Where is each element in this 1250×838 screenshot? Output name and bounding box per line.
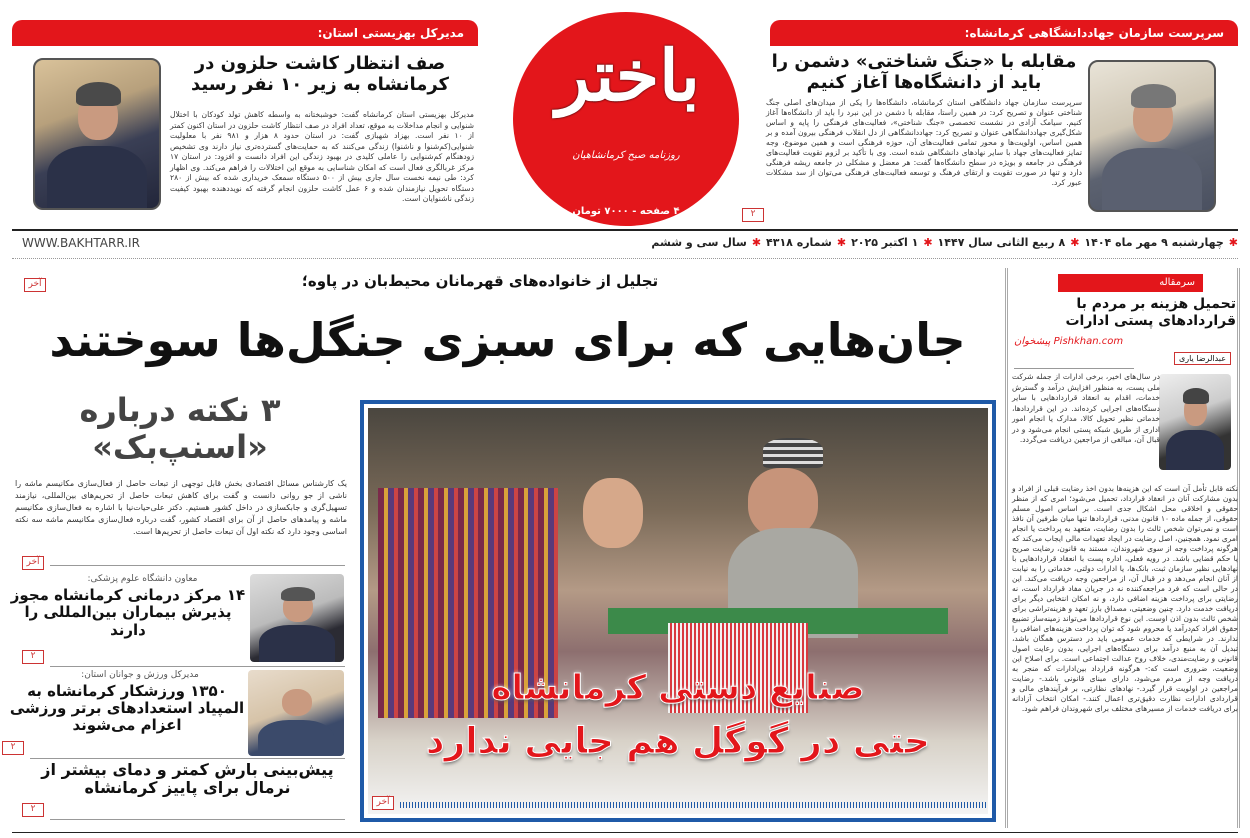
author-photo [1159, 374, 1231, 470]
official-photo [1088, 60, 1216, 212]
editorial-body: نکته قابل تأمل آن است که این هزینه‌ها بدون اخذ رضایت قبلی از افراد و بدون مشارکت آنان در انعقاد قرارداد، تحمیل می‌شود؛ امری که از منظر حقوقی و اخلاقی محل اشکال جدی است. بر اساس اصول مسلم حقوقی، از جمله ماده ۱۰ قانون مدنی، قراردادها تنها میان طرفین آن نافذ است و نمی‌توان شخص ثالث را بدون رضایت، متعهد به پرداخت یا انجام امری نمود. همچنین، اصل رضایت در ایجاد تعهدات مالی ایجاب می‌کند که هرگونه پرداخت وجه از سوی شهروندان، مستند به قانون، رضایت صریح یا حکم قضایی باشد. در رویه فعلی، اداره پست با انعقاد قراردادهایی با نهادهایی نظیر سازمان ثبت، بانک‌ها، یا ادارات دولتی، خدماتی را به نیابت از آنان انجام می‌دهد و در قبال آن، از مراجعین وجه دریافت می‌کند. این در حالی است که فرد مراجعه‌کننده نه در جریان مفاد قرارداد است، نه رضایتی برای پرداخت هزینه اضافی دارد، و نه امکان انتخابی دیگر برای دریافت خدمت دارد. چنین وضعیتی، مصداق بارز تعهد و هزینه‌تراشی برای شخص ثالث بدون اذن اوست. این نوع قراردادها می‌تواند زمینه‌ساز تضییع حقوق افراد کم‌درآمد یا محروم شود که توان پرداخت هزینه‌های اضافی را ندارند. در شرایطی که خدمات عمومی باید در دسترس همگان باشد، تبدیل آن به منبع درآمد برای دستگاه‌های اجرایی، بدون رعایت اصول قانونی و رضایت‌مندی، خلاف روح عدالت اجتماعی است. برای اصلاح این وضعیت، ضروری است که:- هرگونه قرارداد بین‌ادارات که منجر به دریافت وجه از مردم می‌شود، دارای مبنای قانونی باشد.- رضایت مراجعین در اولویت قرار گیرد.- نهادهای نظارتی، بر فرآیندهای مالی و قراردادی ادارات نظارت دقیق‌تری اعمال کنند.- امکان انتخاب آزادانه برای دریافت خدمات از مسیرهای مختلف برای شهروندان فراهم شود. [1012, 484, 1238, 713]
page-ref-link[interactable]: آخر [24, 278, 46, 292]
page-ref-link[interactable]: ۲ [22, 650, 44, 664]
top-right-body: سرپرست سازمان جهاد دانشگاهی استان کرمانشاه، دانشگاه‌ها را یکی از میدان‌های اصلی جنگ شناختی عنوان و تصریح کرد: در همین راستا، مقابله با دشمن در این نبرد را باید از دانشگاه‌ها آغاز کنیم. سیامک آزادی در نشست تخصصی «جنگ شناختی»، فعالیت‌های فرهنگی را پایه و اساس شکل‌گیری جهاددانشگاهی عنوان و تصریح کرد: جهاددانشگاهی از دل انقلاب فرهنگی بیرون آمده و بر همین اساس، اولویت‌ها و محور تمامی فعالیت‌های آن، حوزه فرهنگی است و همین موضوع، وجه تمایز فعالیت‌های جهاد با سایر نهادهای دانشگاهی شده است. وی با تأکید بر لزوم تقویت فعالیت‌های فرهنگی در جامعه و بویژه در سطح دانشگاه‌ها گفت: هر معضل و مشکلی در جامعه ریشه فرهنگی دارد و تنها در صورت تقویت و ارتقای فرهنگ و توسعه فعالیت‌های فرهنگی می‌توان از سد مشکلات عبور کرد. [766, 98, 1082, 187]
lead-headline: جان‌هایی که برای سبزی جنگل‌ها سوختند [49, 313, 966, 367]
brief-kicker: معاون دانشگاه علوم پزشکی: [87, 574, 198, 584]
top-right-headline: مقابله با «جنگ شناختی» دشمن را باید از دانشگاه‌ها آغاز کنیم [771, 51, 1077, 93]
editorial-author: عبدالرضا یاری [1174, 352, 1231, 365]
weaving-photo [368, 408, 988, 814]
snapback-headline [15, 392, 345, 466]
editorial-label: سرمقاله [1058, 274, 1203, 292]
lead-kicker: تجلیل از خانواده‌های قهرمانان محیط‌بان در پاوه؛ [301, 272, 659, 290]
issue-number: شماره ۴۳۱۸ [766, 236, 832, 249]
website-link[interactable]: WWW.BAKHTARR.IR [22, 236, 140, 250]
official-photo [33, 58, 161, 210]
photo-story [360, 400, 996, 822]
snapback-headline-line2: «اسنپ‌بک» [92, 427, 268, 466]
date-persian: چهارشنبه ۹ مهر ماه ۱۴۰۴ [1084, 236, 1224, 249]
official-photo [250, 574, 344, 662]
brief-kicker: مدیرکل ورزش و جوانان استان: [81, 670, 199, 680]
page-ref-link[interactable]: ۲ [22, 803, 44, 817]
top-left-headline: صف انتظار کاشت حلزون در کرمانشاه به زیر ۱۰ نفر رسید [190, 53, 450, 95]
brief-headline: ۱۴ مرکز درمانی کرمانشاه مجوز پذیرش بیماران بین‌المللی را دارند [10, 586, 246, 639]
price-label: ۴ صفحه - ۷۰۰۰ تومان [572, 206, 680, 217]
snapback-body: یک کارشناس مسائل اقتصادی بخش قابل توجهی از تبعات حاصل از فعال‌سازی مکانیسم ماشه را ناشی از جو روانی دانست و گفت برای کاهش تبعات حاصل از تحریم‌های بین‌المللی، نیازمند تسهیل‌گری و جابکسازی در داخل کشور هستیم. دکتر علی‌حیات‌نیا با اشاره به فعال‌سازی مکانیسم ماشه و پیامدهای حاصل از آن برای اقتصاد کشور، گفت درباره فعال‌سازی مکانیسم ماشه سه نکته اساسی وجود دارد که نکته اول آن تبعات حاصل از تحریم‌ها است. [15, 479, 347, 536]
page-ref-link[interactable]: ۲ [2, 741, 24, 755]
page-ref-link[interactable]: آخر [372, 796, 394, 810]
watermark: پیشخوان Pishkhan.com [1014, 336, 1124, 347]
top-left-body: مدیرکل بهزیستی استان کرمانشاه گفت: خوشبختانه به واسطه کاهش تولد کودکان با اختلال شنوایی و انجام مداخلات به موقع، تعداد افراد در صف انتظار کاشت حلزون در استان اکنون کمتر از ۱۰ نفر است. بهزاد شهبازی گفت: در استان حدود ۸ هزار و ۹۸۱ نفر با معلولیت شنوایی(کم‌شنوا و ناشنوا) زندگی می‌کنند که به حمایت‌های گسترده‌تری نیاز دارند وی تشخیص زودهنگام کم‌شنوایی را عاملی کلیدی در بهبود زندگی این افراد دانست و افزود: در استان ۱۷ مرکز غربالگری فعال است که امکان شناسایی به موقع این اختلالات را فراهم می‌کند. وی اظهار کرد: طی نیمه نخست سال جاری بیش از ۵۰۰ دستگاه سمعک خریداری شده که بیش از ۲۸۰ دستگاه تحویل نیازمندان شده و ۶ عمل کاشت حلزون انجام گرفته که نویددهنده بهبود کیفیت زندگی ناشنوایان است. [170, 110, 474, 203]
editorial-headline: تحمیل هزینه بر مردم با قراردادهای پستی ادارات [1065, 296, 1236, 329]
page-ref-link[interactable]: آخر [22, 556, 44, 570]
official-photo [248, 670, 344, 756]
brief-headline: ۱۳۵۰ ورزشکار کرمانشاه به المپیاد استعدادهای برتر ورزشی اعزام می‌شوند [9, 682, 245, 734]
editorial-column [1005, 268, 1240, 828]
editorial-body-intro: در سال‌های اخیر، برخی ادارات از جمله شرکت ملی پست، به منظور افزایش درآمد و گسترش خدمات، اقدام به انعقاد قراردادهایی با سایر دستگاه‌های اجرایی کرده‌اند. در این قراردادها، خدماتی نظیر تحویل کالا، مدارک یا انجام امور اداری از طریق شبکه پستی انجام می‌شود و در قبال آن، مبالغی از مراجعین دریافت می‌گردد. [1012, 372, 1160, 444]
logo-tagline: روزنامه صبح کرمانشاهیان [572, 150, 680, 161]
snapback-headline-line1: ۳ نکته درباره [79, 391, 281, 429]
date-hijri: ۸ ربیع الثانی سال ۱۴۴۷ [937, 236, 1066, 249]
photo-headline-1: صنایع دستی کرمانشاه [491, 668, 865, 708]
brief-headline: پیش‌بینی بارش کمتر و دمای بیشتر از نرمال برای پاییز کرمانشاه [41, 760, 334, 797]
dateline: ✱ چهارشنبه ۹ مهر ماه ۱۴۰۴ ✱ ۸ ربیع الثانی سال ۱۴۴۷ ✱ ۱ اکتبر ۲۰۲۵ ✱ شماره ۴۳۱۸ ✱ سال سی و ششم [651, 236, 1238, 249]
masthead-logo [513, 12, 739, 226]
logo-wordmark: باختر [556, 34, 700, 117]
volume-year: سال سی و ششم [651, 236, 747, 249]
top-left-kicker: مدیرکل بهزیستی استان: [12, 20, 478, 46]
top-right-kicker: سرپرست سازمان جهاددانشگاهی کرمانشاه: [770, 20, 1238, 46]
date-gregorian: ۱ اکتبر ۲۰۲۵ [851, 236, 919, 249]
photo-headline-2: حتی در گوگل هم جایی ندارد [426, 721, 930, 762]
page-ref-link[interactable]: ۲ [742, 208, 764, 222]
